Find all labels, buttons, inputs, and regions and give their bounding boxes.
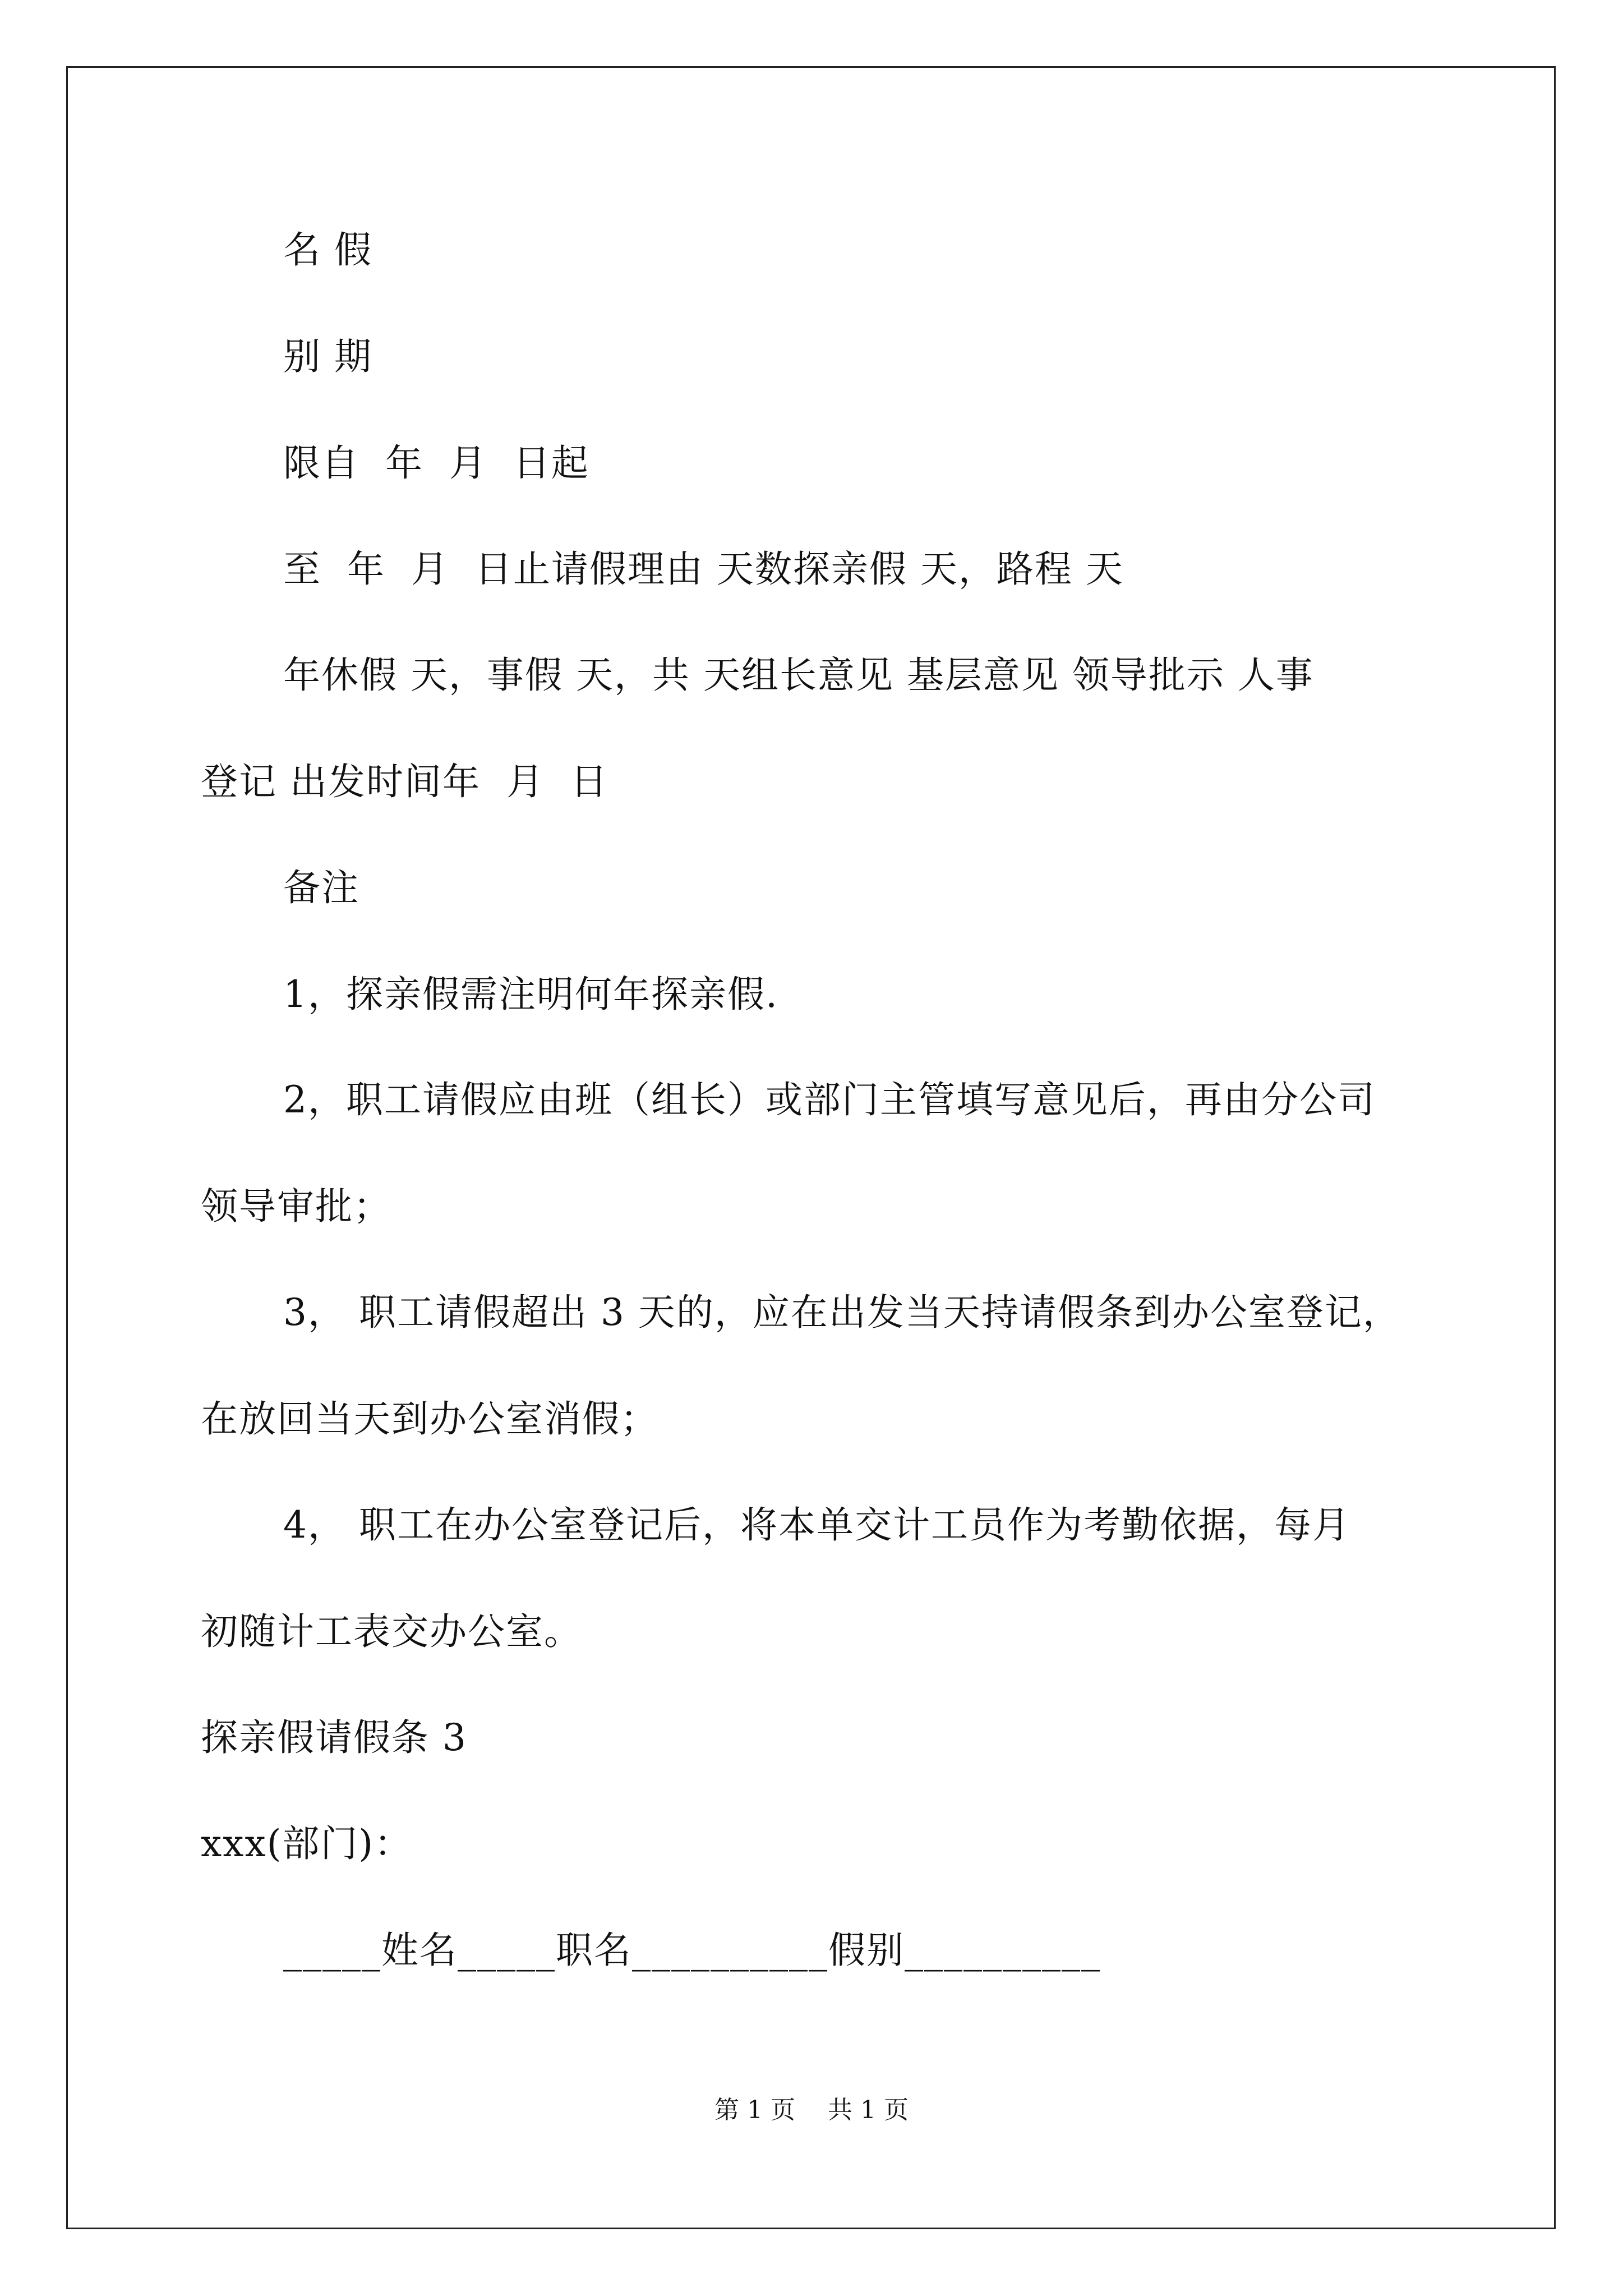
section-heading: 探亲假请假条 3 [201, 1716, 467, 1759]
salutation: xxx(部门)： [201, 1822, 413, 1865]
text-line: 别 期 [283, 335, 372, 378]
text-line: 备注 [283, 866, 359, 909]
text-line: 在放回当天到办公室消假； [201, 1397, 658, 1441]
text-line: 初随计工表交办公室。 [201, 1610, 582, 1653]
page-frame [66, 66, 1556, 2229]
form-fill-line: _____姓名_____职名__________假别__________ [283, 1929, 1101, 1972]
text-line: 2，职工请假应由班（组长）或部门主管填写意见后，再由分公司 [283, 1078, 1376, 1121]
text-line: 名 假 [283, 228, 372, 272]
page-number-footer: 第 1 页 共 1 页 [714, 2096, 909, 2124]
text-line: 年休假 天，事假 天，共 天组长意见 基层意见 领导批示 人事 [283, 654, 1314, 697]
text-line: 至 年 月 日止请假理由 天数探亲假 天，路程 天 [283, 547, 1124, 591]
text-line: 4， 职工在办公室登记后，将本单交计工员作为考勤依据，每月 [283, 1503, 1350, 1547]
text-line: 登记 出发时间年 月 日 [201, 760, 608, 803]
text-line: 1，探亲假需注明何年探亲假. [283, 973, 778, 1016]
text-line: 领导审批； [201, 1185, 391, 1228]
text-line: 3， 职工请假超出 3 天的，应在出发当天持请假条到办公室登记， [283, 1291, 1401, 1334]
text-line: 限自 年 月 日起 [283, 441, 589, 485]
